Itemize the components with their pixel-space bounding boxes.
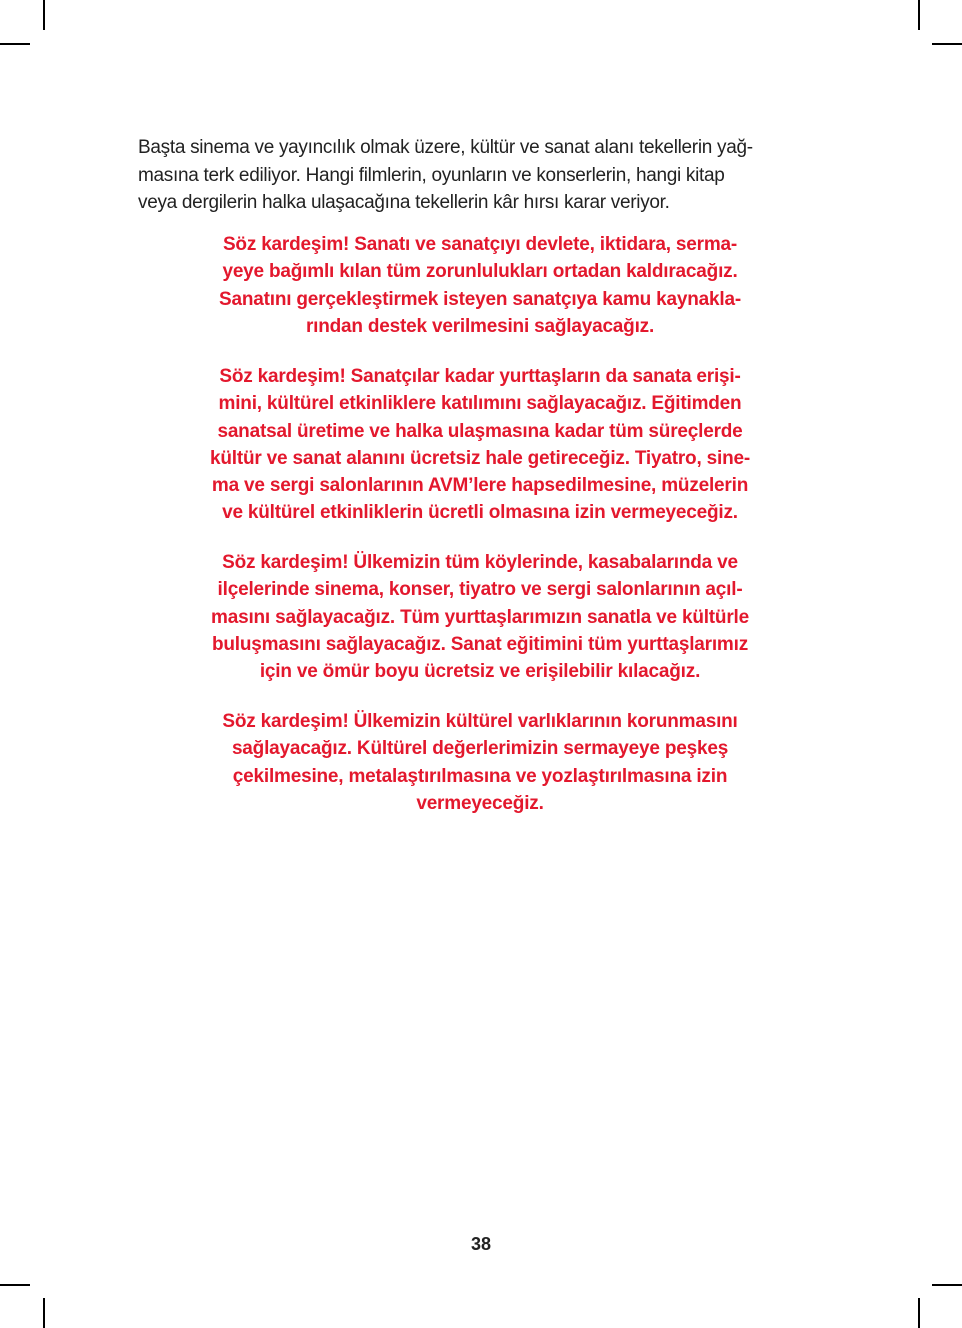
text-line: vermeyeceğiz.	[416, 792, 544, 814]
pledge-paragraph	[160, 549, 800, 685]
text-line: masını sağlayacağız. Tüm yurttaşlarımızın sanatla ve kültürle	[211, 606, 749, 628]
text-line: çekilmesine, metalaştırılmasına ve yozlaştırılmasına izin	[232, 765, 728, 787]
text-line: masına terk ediliyor. Hangi filmlerin, oyunların ve konserlerin, hangi kitap	[138, 164, 725, 186]
crop-mark	[918, 1298, 920, 1328]
text-line: ma ve sergi salonlarının AVM’lere hapsedilmesine, müzelerin	[211, 475, 749, 497]
text-line: kültür ve sanat alanını ücretsiz hale getireceğiz. Tiyatro, sine-	[210, 447, 750, 469]
text-line: veya dergilerin halka ulaşacağına tekellerin kâr hırsı karar veriyor.	[138, 192, 670, 213]
page-number: 38	[470, 1234, 492, 1254]
text-line: buluşmasını sağlayacağız. Sanat eğitimini tüm yurttaşlarımız	[212, 633, 748, 655]
text-line: için ve ömür boyu ücretsiz ve erişilebilir kılacağız.	[259, 661, 701, 683]
text-line: rından destek verilmesini sağlayacağız.	[305, 315, 655, 337]
crop-mark	[0, 1284, 30, 1286]
text-line: Söz kardeşim! Sanatı ve sanatçıyı devlete, iktidara, serma-	[222, 234, 738, 255]
text-line: mini, kültürel etkinliklere katılımını sağlayacağız. Eğitimden	[218, 393, 742, 415]
crop-mark	[932, 43, 962, 45]
crop-mark	[918, 0, 920, 30]
text-line: Sanatını gerçekleştirmek isteyen sanatçıya kamu kaynakla-	[219, 288, 741, 310]
text-line: sanatsal üretime ve halka ulaşmasına kadar tüm süreçlerde	[217, 420, 743, 442]
crop-mark	[0, 43, 30, 45]
text-line: ve kültürel etkinliklerin ücretli olmasına izin vermeyeceğiz.	[222, 502, 738, 524]
text-line: yeye bağımlı kılan tüm zorunlulukları ortadan kaldıracağız.	[222, 261, 738, 283]
text-line: Söz kardeşim! Sanatçılar kadar yurttaşların da sanata erişi-	[219, 366, 741, 387]
intro-paragraph	[138, 134, 838, 217]
pledge-paragraph	[160, 231, 800, 340]
text-line: sağlayacağız. Kültürel değerlerimizin sermayeye peşkeş	[231, 738, 729, 760]
pledge-paragraph	[160, 363, 800, 527]
text-line: Başta sinema ve yayıncılık olmak üzere, kültür ve sanat alanı tekellerin yağ-	[138, 137, 753, 158]
crop-mark	[43, 0, 45, 30]
crop-mark	[43, 1298, 45, 1328]
pledge-paragraph	[160, 708, 800, 817]
text-line: Söz kardeşim! Ülkemizin tüm köylerinde, kasabalarında ve	[222, 552, 738, 573]
text-line: ilçelerinde sinema, konser, tiyatro ve sergi salonlarının açıl-	[217, 579, 743, 601]
text-line: Söz kardeşim! Ülkemizin kültürel varlıklarının korunmasını	[222, 711, 738, 732]
crop-mark	[932, 1284, 962, 1286]
